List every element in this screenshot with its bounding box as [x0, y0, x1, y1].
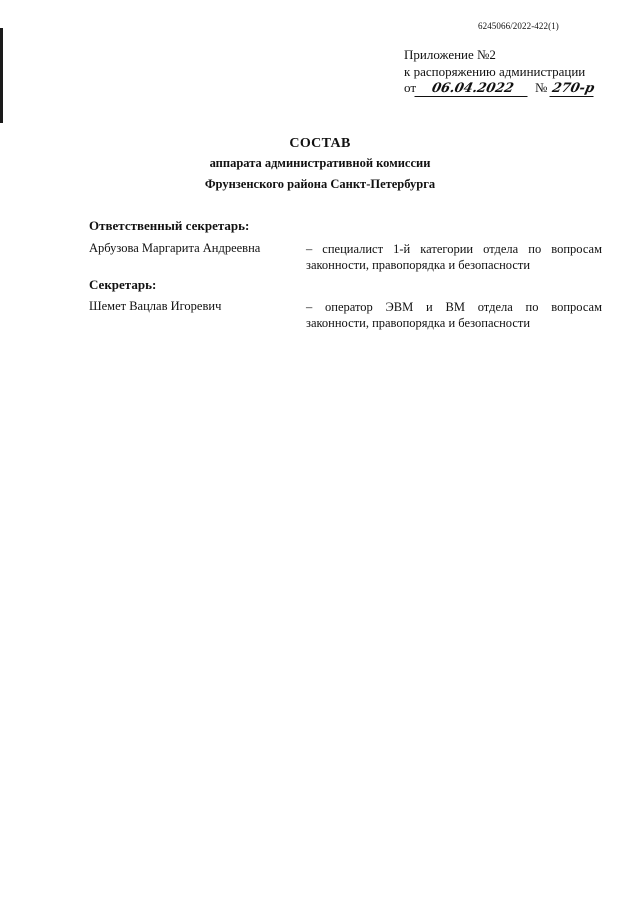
role-line-2: законности, правопорядка и безопасности: [306, 258, 531, 272]
heading-line1: аппарата административной комиссии: [209, 156, 431, 170]
role-line-1: – специалист 1-й категории отдела по вопросам: [306, 242, 602, 256]
appendix-title: Приложение №2: [404, 47, 496, 62]
from-label: от: [404, 80, 417, 95]
section-title-secretary: Секретарь:: [89, 277, 157, 292]
heading-main: СОСТАВ: [289, 136, 351, 151]
person-name-shemet: Шемет Вацлав Игоревич: [89, 299, 222, 313]
handwritten-date: 06.04.2022: [414, 82, 530, 97]
section-title-responsible-secretary: Ответственный секретарь:: [89, 218, 250, 233]
person-role-shemet: [306, 299, 602, 331]
heading-line2: Фрунзенского района Санкт-Петербурга: [204, 177, 436, 191]
number-label: №: [535, 80, 548, 95]
role-line-2: законности, правопорядка и безопасности: [306, 316, 531, 330]
appendix-date-number-line: [404, 80, 595, 97]
role-line-1: – оператор ЭВМ и ВМ отдела по вопросам: [306, 300, 602, 314]
person-name-arbuzova: Арбузова Маргарита Андреевна: [89, 241, 261, 255]
handwritten-number: 270-р: [551, 80, 597, 96]
appendix-block: [404, 47, 595, 97]
person-role-arbuzova: [306, 241, 602, 273]
scan-edge-mark: [0, 28, 3, 123]
document-id: 6245066/2022-422(1): [478, 21, 559, 31]
appendix-reference: к распоряжению администрации: [404, 63, 586, 79]
